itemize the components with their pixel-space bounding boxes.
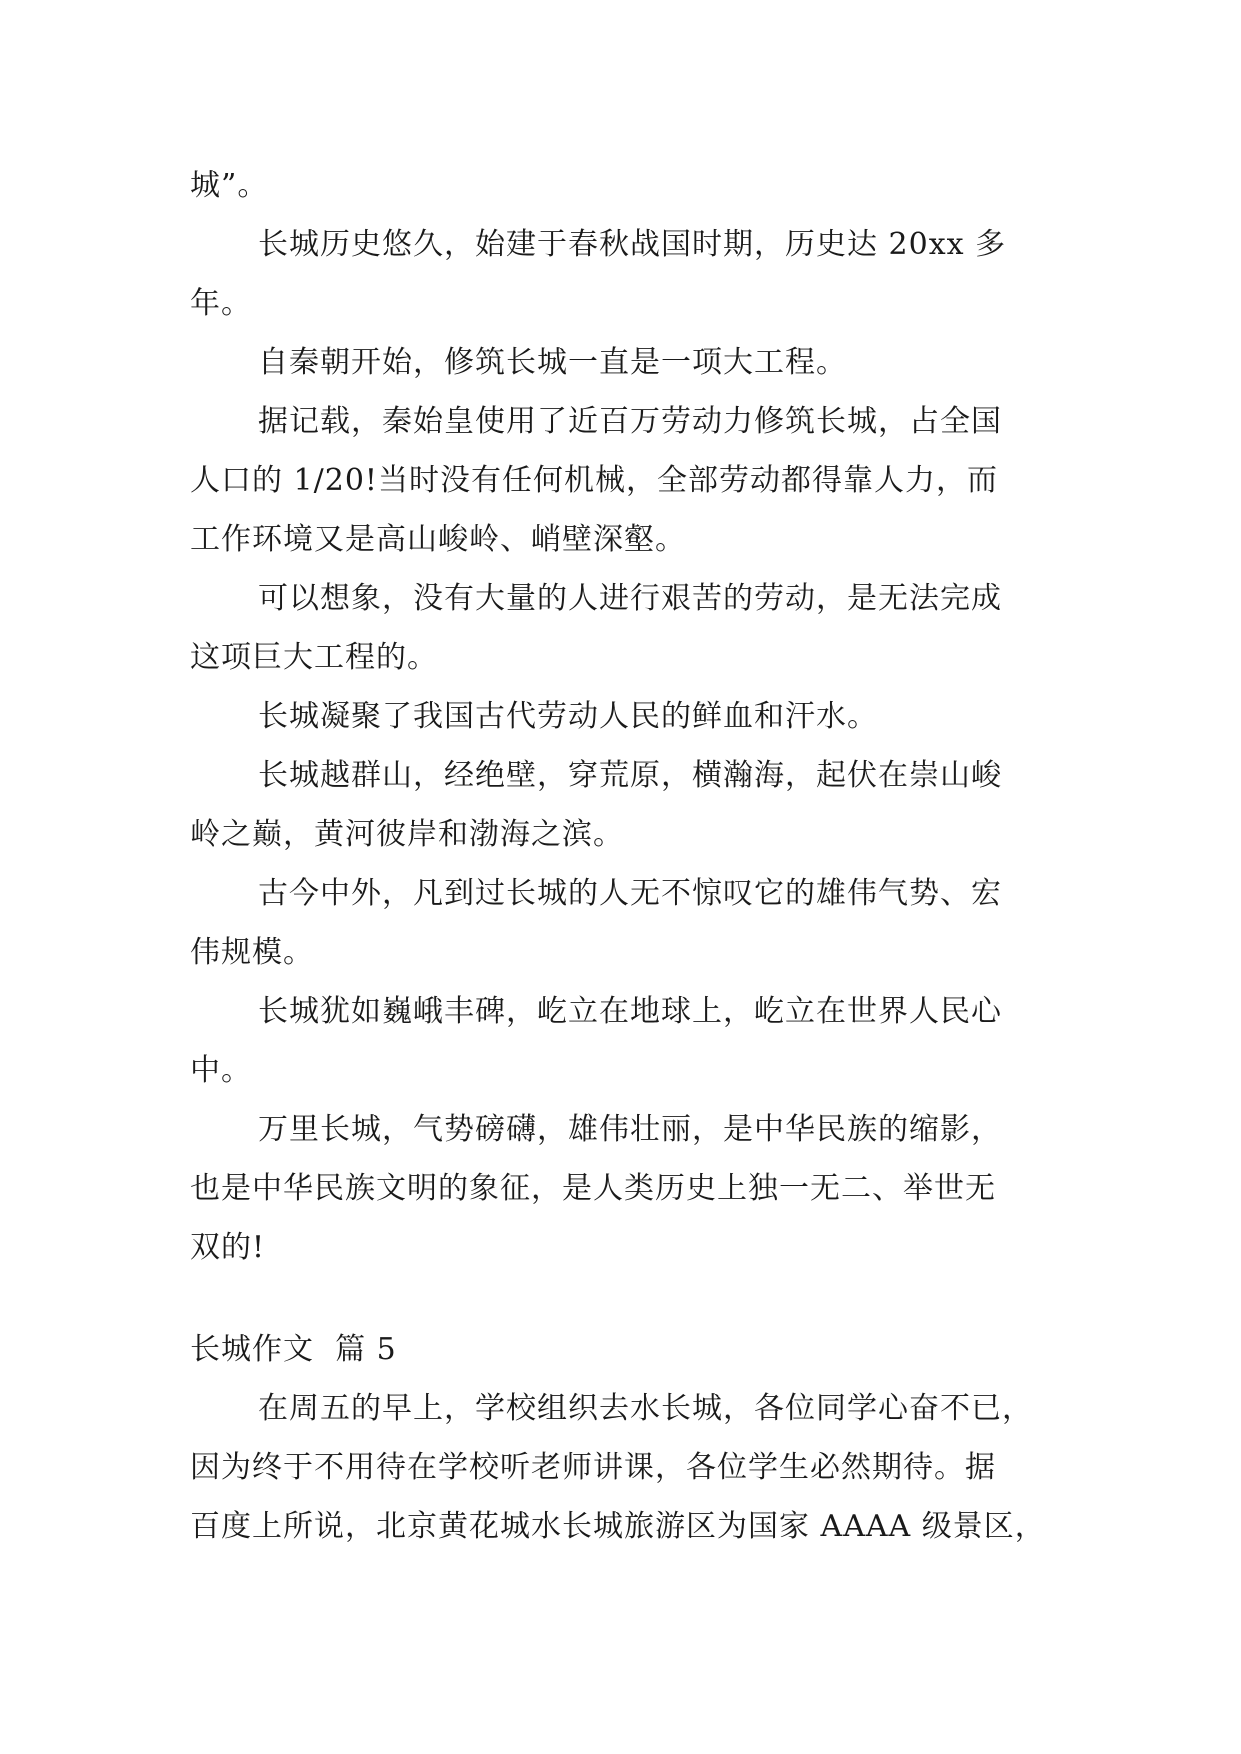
text-line: 在周五的早上，学校组织去水长城，各位同学心奋不已， [258,1391,1033,1426]
text-line: 也是中华民族文明的象征，是人类历史上独一无二、举世无 [190,1171,996,1206]
text-line: 据记载，秦始皇使用了近百万劳动力修筑长城，占全国 [258,404,1002,439]
text-line: 可以想象，没有大量的人进行艰苦的劳动，是无法完成 [258,581,1002,616]
text-line: 自秦朝开始，修筑长城一直是一项大工程。 [258,345,847,380]
text-line: 工作环境又是高山峻岭、峭壁深壑。 [190,522,686,557]
text-line: 长城越群山，经绝壁，穿荒原，横瀚海，起伏在崇山峻 [258,758,1002,793]
text-line: 百度上所说，北京黄花城水长城旅游区为国家 AAAA 级景区， [190,1509,1046,1544]
text-line: 双的! [190,1230,266,1265]
text-line: 长城历史悠久，始建于春秋战国时期，历史达 20xx 多 [258,227,1007,262]
text-line: 人口的 1/20!当时没有任何机械，全部劳动都得靠人力，而 [190,463,998,498]
text-line: 因为终于不用待在学校听老师讲课，各位学生必然期待。据 [190,1450,996,1485]
text-line: 万里长城，气势磅礴，雄伟壮丽，是中华民族的缩影， [258,1112,1002,1147]
text-line: 古今中外，凡到过长城的人无不惊叹它的雄伟气势、宏 [258,876,1002,911]
text-line: 这项巨大工程的。 [190,640,438,675]
text-line: 中。 [190,1053,252,1088]
text-line: 长城凝聚了我国古代劳动人民的鲜血和汗水。 [258,699,878,734]
section-heading: 长城作文 篇 5 [190,1332,397,1367]
text-line: 年。 [190,286,252,321]
text-line: 长城犹如巍峨丰碑，屹立在地球上，屹立在世界人民心 [258,994,1002,1029]
text-line: 伟规模。 [190,935,314,970]
text-line: 岭之巅，黄河彼岸和渤海之滨。 [190,817,624,852]
text-line: 城”。 [190,168,269,203]
